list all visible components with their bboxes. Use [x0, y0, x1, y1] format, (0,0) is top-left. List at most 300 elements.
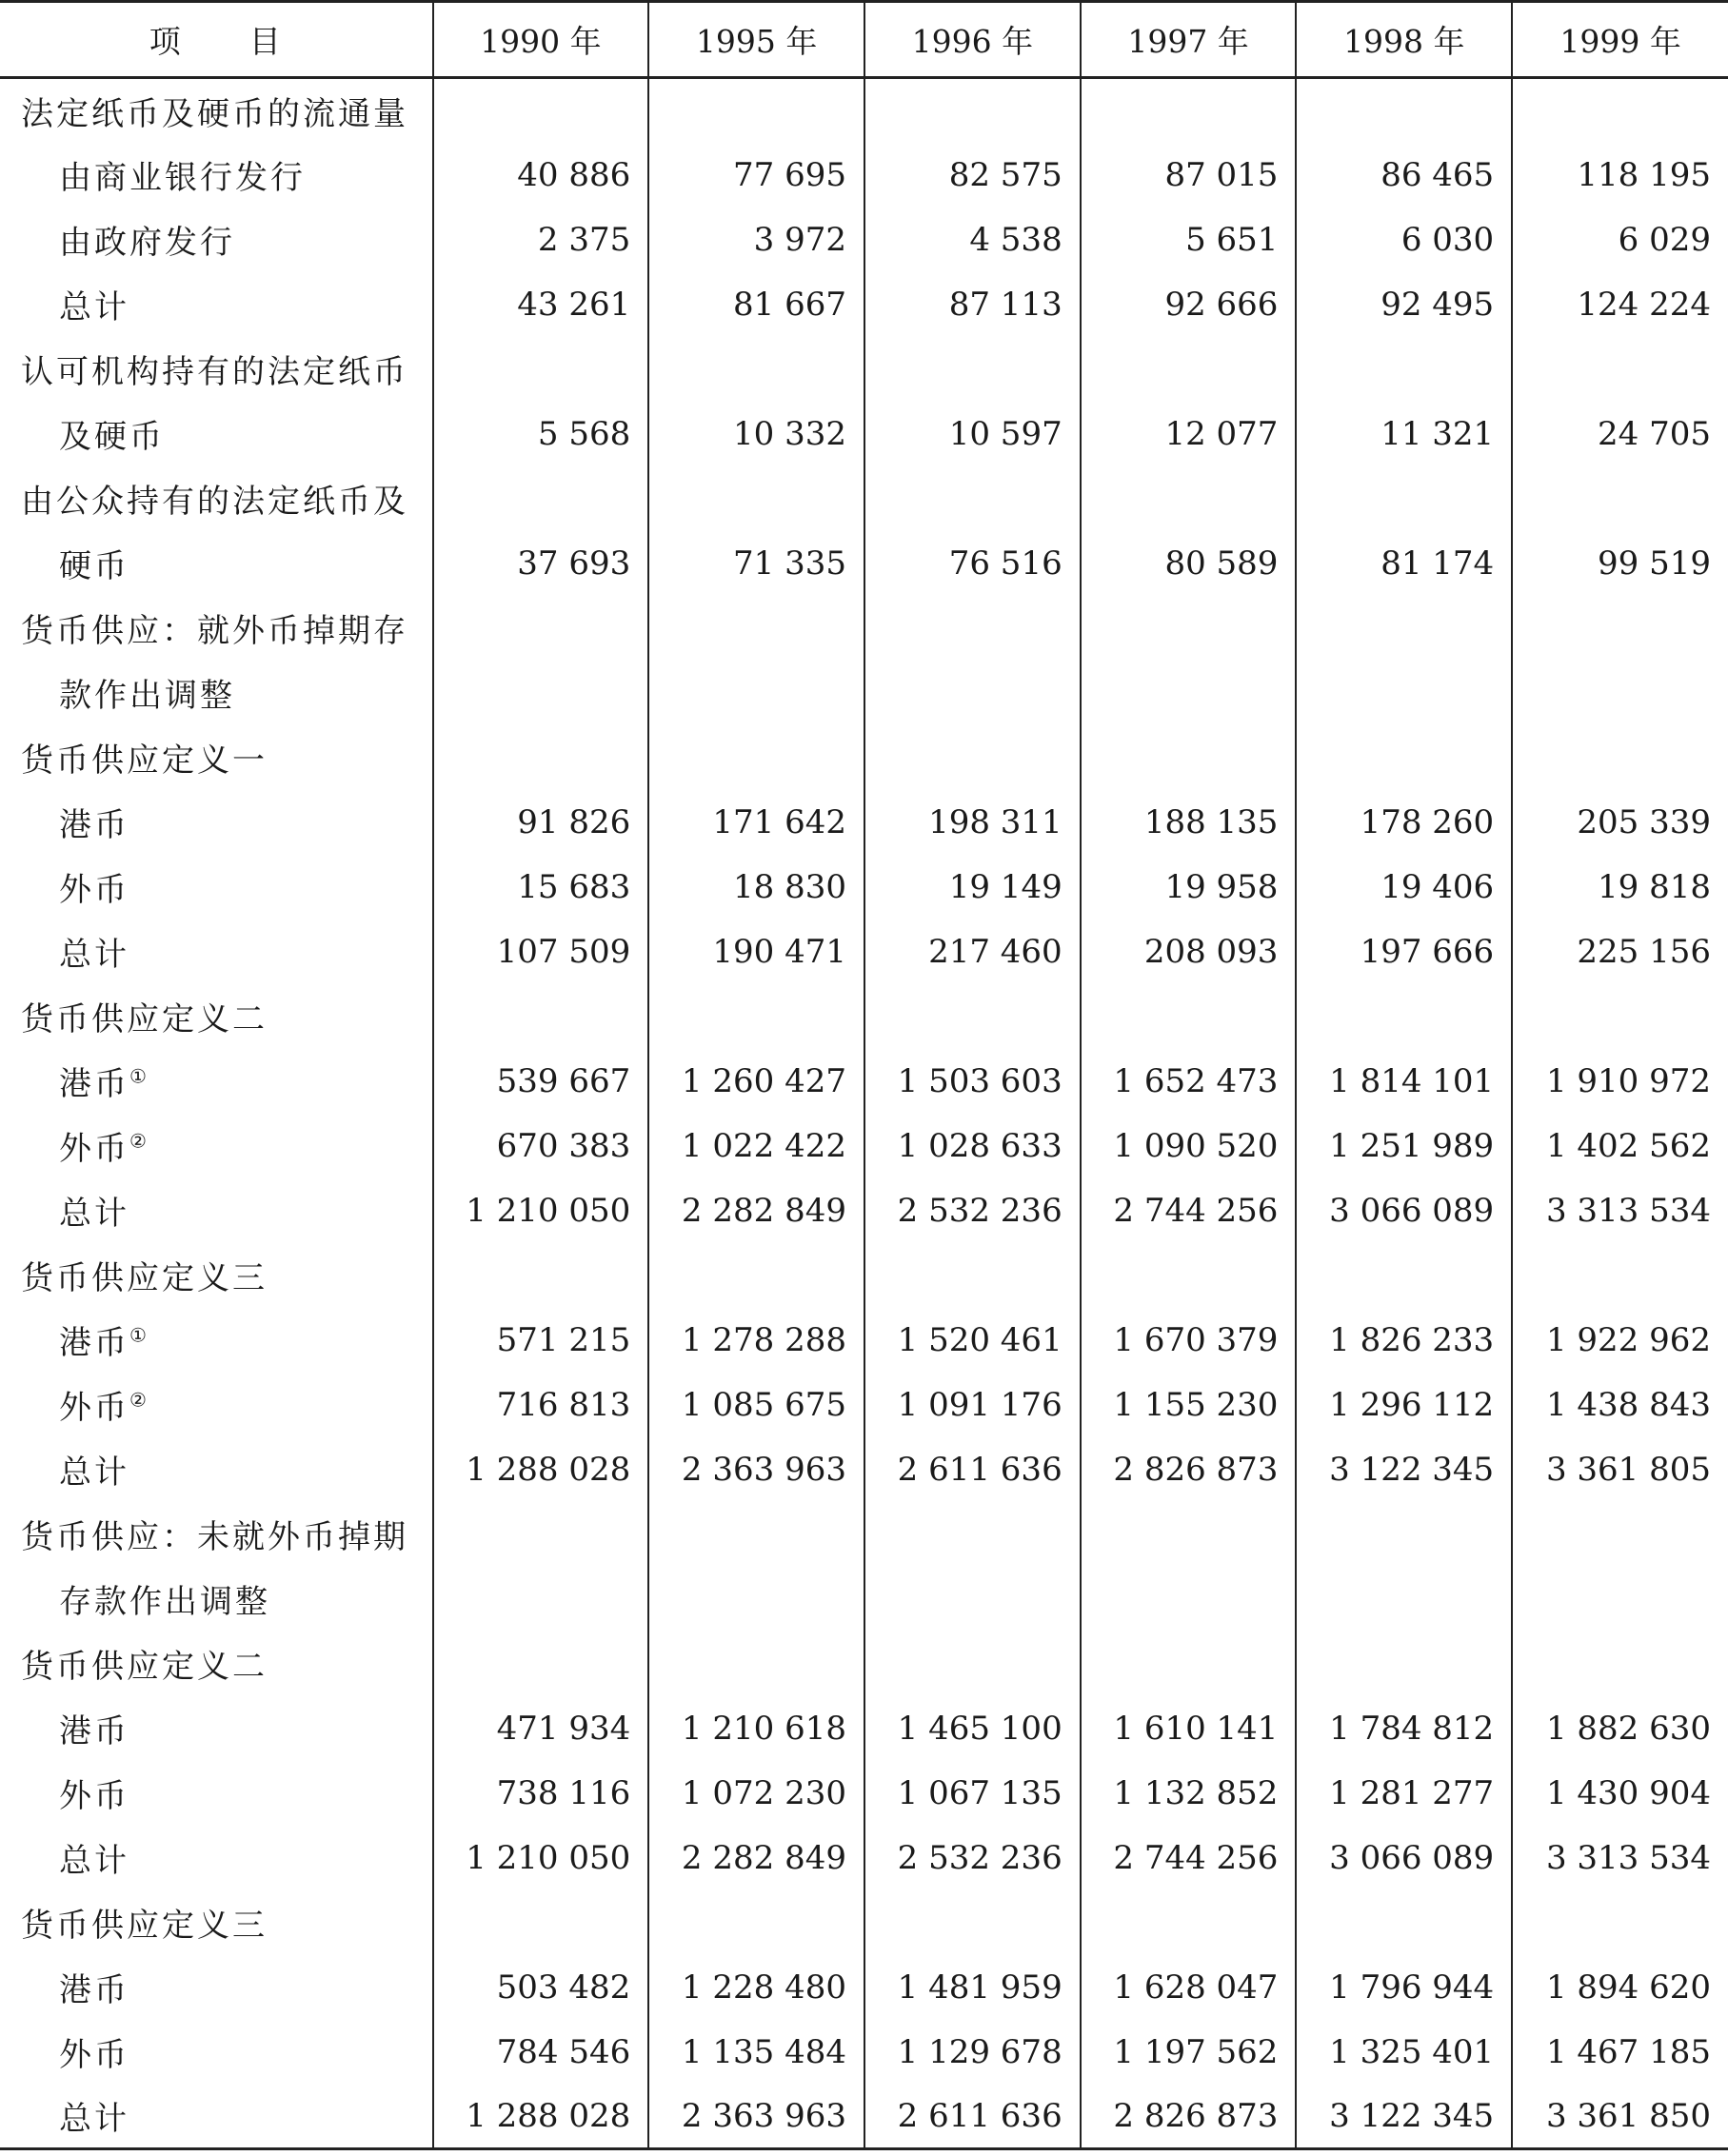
row-label: 外币: [59, 1389, 129, 1427]
value-cell: [1512, 1502, 1728, 1567]
row-label-cell: [0, 208, 433, 272]
value-cell: [1512, 1632, 1728, 1696]
value-cell: 225 156: [1512, 920, 1728, 984]
value-cell: [1081, 1890, 1297, 1955]
value-cell: 1 520 461: [864, 1308, 1081, 1373]
value-cell: 1 894 620: [1512, 1955, 1728, 2020]
value-cell: 784 546: [433, 2020, 649, 2085]
row-label: 货币供应定义一: [21, 742, 268, 780]
table-row: [0, 143, 1728, 208]
value-cell: 2 611 636: [864, 1437, 1081, 1502]
value-cell: 1 210 050: [433, 1826, 649, 1890]
header-year: 1996 年: [864, 2, 1081, 78]
value-cell: [648, 337, 864, 402]
table-row: [0, 596, 1728, 661]
value-cell: [1512, 984, 1728, 1049]
table-row: [0, 337, 1728, 402]
row-label: 总计: [59, 288, 129, 326]
value-cell: [864, 1243, 1081, 1308]
value-cell: 19 958: [1081, 855, 1297, 920]
value-cell: 1 288 028: [433, 2085, 649, 2149]
value-cell: 571 215: [433, 1308, 649, 1373]
row-label: 外币: [59, 1777, 129, 1815]
value-cell: [1512, 1890, 1728, 1955]
row-label: 及硬币: [59, 418, 165, 456]
header-year: 1995 年: [648, 2, 864, 78]
row-label-cell: [0, 402, 433, 466]
value-cell: [433, 1890, 649, 1955]
value-cell: 171 642: [648, 790, 864, 855]
table-row: [0, 920, 1728, 984]
value-cell: 2 826 873: [1081, 2085, 1297, 2149]
value-cell: 197 666: [1296, 920, 1512, 984]
row-label-cell: [0, 531, 433, 596]
row-label: 港币: [59, 1324, 129, 1362]
value-cell: 2 532 236: [864, 1826, 1081, 1890]
value-cell: [648, 596, 864, 661]
value-cell: [1081, 984, 1297, 1049]
table-body: [0, 78, 1728, 2149]
row-label-cell: [0, 1696, 433, 1761]
value-cell: 3 361 805: [1512, 1437, 1728, 1502]
table-header-row: [0, 2, 1728, 78]
row-label-cell: [0, 272, 433, 337]
table-row: [0, 984, 1728, 1049]
value-cell: [648, 984, 864, 1049]
value-cell: 3 122 345: [1296, 2085, 1512, 2149]
table-row: [0, 1049, 1728, 1114]
value-cell: 37 693: [433, 531, 649, 596]
table-row: [0, 78, 1728, 143]
value-cell: 1 430 904: [1512, 1761, 1728, 1826]
value-cell: 217 460: [864, 920, 1081, 984]
value-cell: [1081, 337, 1297, 402]
value-cell: 107 509: [433, 920, 649, 984]
value-cell: 81 667: [648, 272, 864, 337]
value-cell: [1081, 1502, 1297, 1567]
value-cell: 3 066 089: [1296, 1826, 1512, 1890]
row-label-cell: [0, 1373, 433, 1437]
row-label: 货币供应定义二: [21, 1000, 268, 1038]
value-cell: [433, 661, 649, 725]
value-cell: [1296, 1890, 1512, 1955]
row-label-cell: [0, 2085, 433, 2149]
table-row: [0, 1696, 1728, 1761]
table-row: [0, 1373, 1728, 1437]
row-label: 由商业银行发行: [59, 159, 306, 197]
value-cell: 124 224: [1512, 272, 1728, 337]
row-label-cell: [0, 143, 433, 208]
row-label-cell: [0, 1114, 433, 1178]
value-cell: 1 210 050: [433, 1178, 649, 1243]
value-cell: [433, 1502, 649, 1567]
header-year: 1998 年: [1296, 2, 1512, 78]
row-label-cell: [0, 466, 433, 531]
table-row: [0, 1567, 1728, 1632]
row-label-cell: [0, 661, 433, 725]
table-row: [0, 1437, 1728, 1502]
row-label: 货币供应定义三: [21, 1259, 268, 1297]
value-cell: 87 113: [864, 272, 1081, 337]
value-cell: 1 210 618: [648, 1696, 864, 1761]
value-cell: [648, 1632, 864, 1696]
value-cell: 1 288 028: [433, 1437, 649, 1502]
value-cell: 188 135: [1081, 790, 1297, 855]
value-cell: 86 465: [1296, 143, 1512, 208]
row-label-cell: [0, 790, 433, 855]
value-cell: 1 197 562: [1081, 2020, 1297, 2085]
value-cell: [648, 725, 864, 790]
row-label-cell: [0, 1502, 433, 1567]
value-cell: [1512, 337, 1728, 402]
value-cell: 1 085 675: [648, 1373, 864, 1437]
value-cell: 1 882 630: [1512, 1696, 1728, 1761]
value-cell: [1296, 1567, 1512, 1632]
row-label: 总计: [59, 1454, 129, 1492]
value-cell: 1 670 379: [1081, 1308, 1297, 1373]
value-cell: 1 814 101: [1296, 1049, 1512, 1114]
row-label: 法定纸币及硬币的流通量: [21, 94, 408, 133]
value-cell: 1 028 633: [864, 1114, 1081, 1178]
table-row: [0, 1178, 1728, 1243]
value-cell: 1 135 484: [648, 2020, 864, 2085]
value-cell: 1 260 427: [648, 1049, 864, 1114]
value-cell: 3 972: [648, 208, 864, 272]
value-cell: 2 282 849: [648, 1826, 864, 1890]
row-label-cell: [0, 1178, 433, 1243]
table-row: [0, 1890, 1728, 1955]
value-cell: 92 495: [1296, 272, 1512, 337]
header-year: 1990 年: [433, 2, 649, 78]
row-label: 港币: [59, 1712, 129, 1751]
value-cell: 2 363 963: [648, 1437, 864, 1502]
table-row: [0, 2020, 1728, 2085]
row-label: 货币供应：未就外币掉期: [21, 1518, 408, 1556]
value-cell: 2 744 256: [1081, 1178, 1297, 1243]
row-label: 款作出调整: [59, 677, 235, 715]
value-cell: 1 467 185: [1512, 2020, 1728, 2085]
value-cell: [433, 1567, 649, 1632]
row-label: 总计: [59, 1195, 129, 1233]
value-cell: 2 826 873: [1081, 1437, 1297, 1502]
value-cell: [648, 661, 864, 725]
table-row: [0, 2085, 1728, 2149]
table-row: [0, 661, 1728, 725]
value-cell: 1 072 230: [648, 1761, 864, 1826]
value-cell: [1081, 78, 1297, 143]
value-cell: 670 383: [433, 1114, 649, 1178]
table-row: [0, 208, 1728, 272]
value-cell: 1 281 277: [1296, 1761, 1512, 1826]
value-cell: [648, 1567, 864, 1632]
value-cell: [1296, 1632, 1512, 1696]
value-cell: 40 886: [433, 143, 649, 208]
row-label: 港币: [59, 1065, 129, 1103]
row-label: 总计: [59, 2100, 129, 2139]
value-cell: [864, 337, 1081, 402]
row-label-cell: [0, 337, 433, 402]
value-cell: [1296, 466, 1512, 531]
value-cell: 80 589: [1081, 531, 1297, 596]
header-year: 1997 年: [1081, 2, 1297, 78]
value-cell: 2 375: [433, 208, 649, 272]
table-row: [0, 1308, 1728, 1373]
value-cell: [864, 725, 1081, 790]
value-cell: 1 129 678: [864, 2020, 1081, 2085]
table-row: [0, 855, 1728, 920]
value-cell: 1 228 480: [648, 1955, 864, 2020]
value-cell: [864, 984, 1081, 1049]
value-cell: 11 321: [1296, 402, 1512, 466]
value-cell: 6 029: [1512, 208, 1728, 272]
table-row: [0, 790, 1728, 855]
table-row: [0, 725, 1728, 790]
value-cell: 1 022 422: [648, 1114, 864, 1178]
value-cell: [1296, 984, 1512, 1049]
row-label: 货币供应定义二: [21, 1648, 268, 1686]
row-label-cell: [0, 2020, 433, 2085]
value-cell: 2 744 256: [1081, 1826, 1297, 1890]
table-row: [0, 466, 1728, 531]
value-cell: 1 090 520: [1081, 1114, 1297, 1178]
value-cell: [433, 1243, 649, 1308]
value-cell: [433, 984, 649, 1049]
value-cell: 87 015: [1081, 143, 1297, 208]
table-row: [0, 272, 1728, 337]
value-cell: 76 516: [864, 531, 1081, 596]
value-cell: 24 705: [1512, 402, 1728, 466]
value-cell: [1081, 466, 1297, 531]
value-cell: 99 519: [1512, 531, 1728, 596]
value-cell: 5 651: [1081, 208, 1297, 272]
value-cell: 1 922 962: [1512, 1308, 1728, 1373]
value-cell: 10 597: [864, 402, 1081, 466]
value-cell: 1 438 843: [1512, 1373, 1728, 1437]
value-cell: [1081, 1567, 1297, 1632]
value-cell: [864, 78, 1081, 143]
footnote-marker: ②: [129, 1388, 147, 1412]
value-cell: [433, 596, 649, 661]
value-cell: [1512, 725, 1728, 790]
value-cell: [1081, 661, 1297, 725]
value-cell: 2 363 963: [648, 2085, 864, 2149]
table-row: [0, 1826, 1728, 1890]
value-cell: 738 116: [433, 1761, 649, 1826]
value-cell: 2 532 236: [864, 1178, 1081, 1243]
value-cell: [1081, 1243, 1297, 1308]
value-cell: 1 481 959: [864, 1955, 1081, 2020]
value-cell: 716 813: [433, 1373, 649, 1437]
value-cell: [433, 466, 649, 531]
row-label-cell: [0, 1308, 433, 1373]
table-row: [0, 531, 1728, 596]
row-label: 外币: [59, 2036, 129, 2074]
row-label-cell: [0, 984, 433, 1049]
row-label: 外币: [59, 871, 129, 909]
row-label: 港币: [59, 806, 129, 844]
value-cell: [864, 1567, 1081, 1632]
row-label-cell: [0, 1049, 433, 1114]
value-cell: [433, 337, 649, 402]
value-cell: 2 611 636: [864, 2085, 1081, 2149]
value-cell: 71 335: [648, 531, 864, 596]
row-label: 硬币: [59, 547, 129, 585]
value-cell: 1 278 288: [648, 1308, 864, 1373]
value-cell: [648, 466, 864, 531]
value-cell: [1296, 725, 1512, 790]
value-cell: [1081, 725, 1297, 790]
value-cell: 1 610 141: [1081, 1696, 1297, 1761]
table-row: [0, 1114, 1728, 1178]
value-cell: 178 260: [1296, 790, 1512, 855]
value-cell: [648, 1243, 864, 1308]
table-row: [0, 1502, 1728, 1567]
value-cell: [1512, 466, 1728, 531]
value-cell: [864, 1632, 1081, 1696]
value-cell: [1296, 1243, 1512, 1308]
row-label-cell: [0, 1567, 433, 1632]
value-cell: 503 482: [433, 1955, 649, 2020]
row-label: 货币供应：就外币掉期存: [21, 612, 408, 650]
row-label-cell: [0, 1632, 433, 1696]
value-cell: [864, 466, 1081, 531]
value-cell: 1 826 233: [1296, 1308, 1512, 1373]
value-cell: 1 402 562: [1512, 1114, 1728, 1178]
value-cell: 1 465 100: [864, 1696, 1081, 1761]
value-cell: 1 067 135: [864, 1761, 1081, 1826]
value-cell: [1512, 1243, 1728, 1308]
value-cell: 3 313 534: [1512, 1826, 1728, 1890]
row-label-cell: [0, 1955, 433, 2020]
row-label-cell: [0, 725, 433, 790]
row-label-cell: [0, 1761, 433, 1826]
value-cell: [1512, 1567, 1728, 1632]
value-cell: 1 296 112: [1296, 1373, 1512, 1437]
row-label: 由公众持有的法定纸币及: [21, 483, 408, 521]
value-cell: [1296, 337, 1512, 402]
header-item: 项 目: [0, 2, 433, 78]
row-label-cell: [0, 855, 433, 920]
footnote-marker: ②: [129, 1129, 147, 1153]
value-cell: 1 132 852: [1081, 1761, 1297, 1826]
value-cell: 18 830: [648, 855, 864, 920]
value-cell: 81 174: [1296, 531, 1512, 596]
value-cell: 19 406: [1296, 855, 1512, 920]
row-label: 外币: [59, 1130, 129, 1168]
value-cell: 3 313 534: [1512, 1178, 1728, 1243]
value-cell: [864, 661, 1081, 725]
value-cell: 1 652 473: [1081, 1049, 1297, 1114]
value-cell: [648, 1502, 864, 1567]
value-cell: [648, 78, 864, 143]
row-label-cell: [0, 1437, 433, 1502]
value-cell: [1081, 596, 1297, 661]
row-label: 港币: [59, 1971, 129, 2009]
row-label: 总计: [59, 936, 129, 974]
table-row: [0, 1243, 1728, 1308]
value-cell: [433, 1632, 649, 1696]
value-cell: [648, 1890, 864, 1955]
value-cell: [1296, 661, 1512, 725]
row-label: 认可机构持有的法定纸币: [21, 353, 408, 391]
value-cell: 1 091 176: [864, 1373, 1081, 1437]
value-cell: [1296, 1502, 1512, 1567]
value-cell: 4 538: [864, 208, 1081, 272]
value-cell: 1 628 047: [1081, 1955, 1297, 2020]
value-cell: 15 683: [433, 855, 649, 920]
value-cell: [864, 1502, 1081, 1567]
value-cell: 205 339: [1512, 790, 1728, 855]
row-label-cell: [0, 78, 433, 143]
footnote-marker: ①: [129, 1323, 147, 1347]
value-cell: 6 030: [1296, 208, 1512, 272]
value-cell: 208 093: [1081, 920, 1297, 984]
table-row: [0, 402, 1728, 466]
value-cell: 1 784 812: [1296, 1696, 1512, 1761]
table-row: [0, 1632, 1728, 1696]
value-cell: 1 325 401: [1296, 2020, 1512, 2085]
value-cell: [1512, 596, 1728, 661]
row-label-cell: [0, 596, 433, 661]
row-label-cell: [0, 1243, 433, 1308]
value-cell: 118 195: [1512, 143, 1728, 208]
value-cell: [1296, 596, 1512, 661]
row-label: 存款作出调整: [59, 1583, 270, 1621]
value-cell: 3 361 850: [1512, 2085, 1728, 2149]
value-cell: 539 667: [433, 1049, 649, 1114]
value-cell: 198 311: [864, 790, 1081, 855]
table-row: [0, 1761, 1728, 1826]
value-cell: 1 251 989: [1296, 1114, 1512, 1178]
row-label: 总计: [59, 1842, 129, 1880]
row-label-cell: [0, 1890, 433, 1955]
value-cell: 2 282 849: [648, 1178, 864, 1243]
row-label-cell: [0, 1826, 433, 1890]
value-cell: 92 666: [1081, 272, 1297, 337]
footnote-marker: ①: [129, 1064, 147, 1088]
value-cell: 190 471: [648, 920, 864, 984]
value-cell: [433, 78, 649, 143]
value-cell: [433, 725, 649, 790]
table-row: [0, 1955, 1728, 2020]
value-cell: 10 332: [648, 402, 864, 466]
value-cell: [1512, 661, 1728, 725]
value-cell: 1 910 972: [1512, 1049, 1728, 1114]
value-cell: 471 934: [433, 1696, 649, 1761]
row-label: 货币供应定义三: [21, 1907, 268, 1945]
value-cell: [1081, 1632, 1297, 1696]
value-cell: 82 575: [864, 143, 1081, 208]
value-cell: 3 122 345: [1296, 1437, 1512, 1502]
value-cell: 19 149: [864, 855, 1081, 920]
value-cell: 43 261: [433, 272, 649, 337]
value-cell: 12 077: [1081, 402, 1297, 466]
value-cell: 91 826: [433, 790, 649, 855]
value-cell: [864, 596, 1081, 661]
header-year: 1999 年: [1512, 2, 1728, 78]
value-cell: 19 818: [1512, 855, 1728, 920]
value-cell: 77 695: [648, 143, 864, 208]
value-cell: 3 066 089: [1296, 1178, 1512, 1243]
value-cell: 1 503 603: [864, 1049, 1081, 1114]
value-cell: [864, 1890, 1081, 1955]
value-cell: 1 796 944: [1296, 1955, 1512, 2020]
value-cell: 1 155 230: [1081, 1373, 1297, 1437]
row-label: 由政府发行: [59, 224, 235, 262]
value-cell: [1296, 78, 1512, 143]
row-label-cell: [0, 920, 433, 984]
value-cell: [1512, 78, 1728, 143]
